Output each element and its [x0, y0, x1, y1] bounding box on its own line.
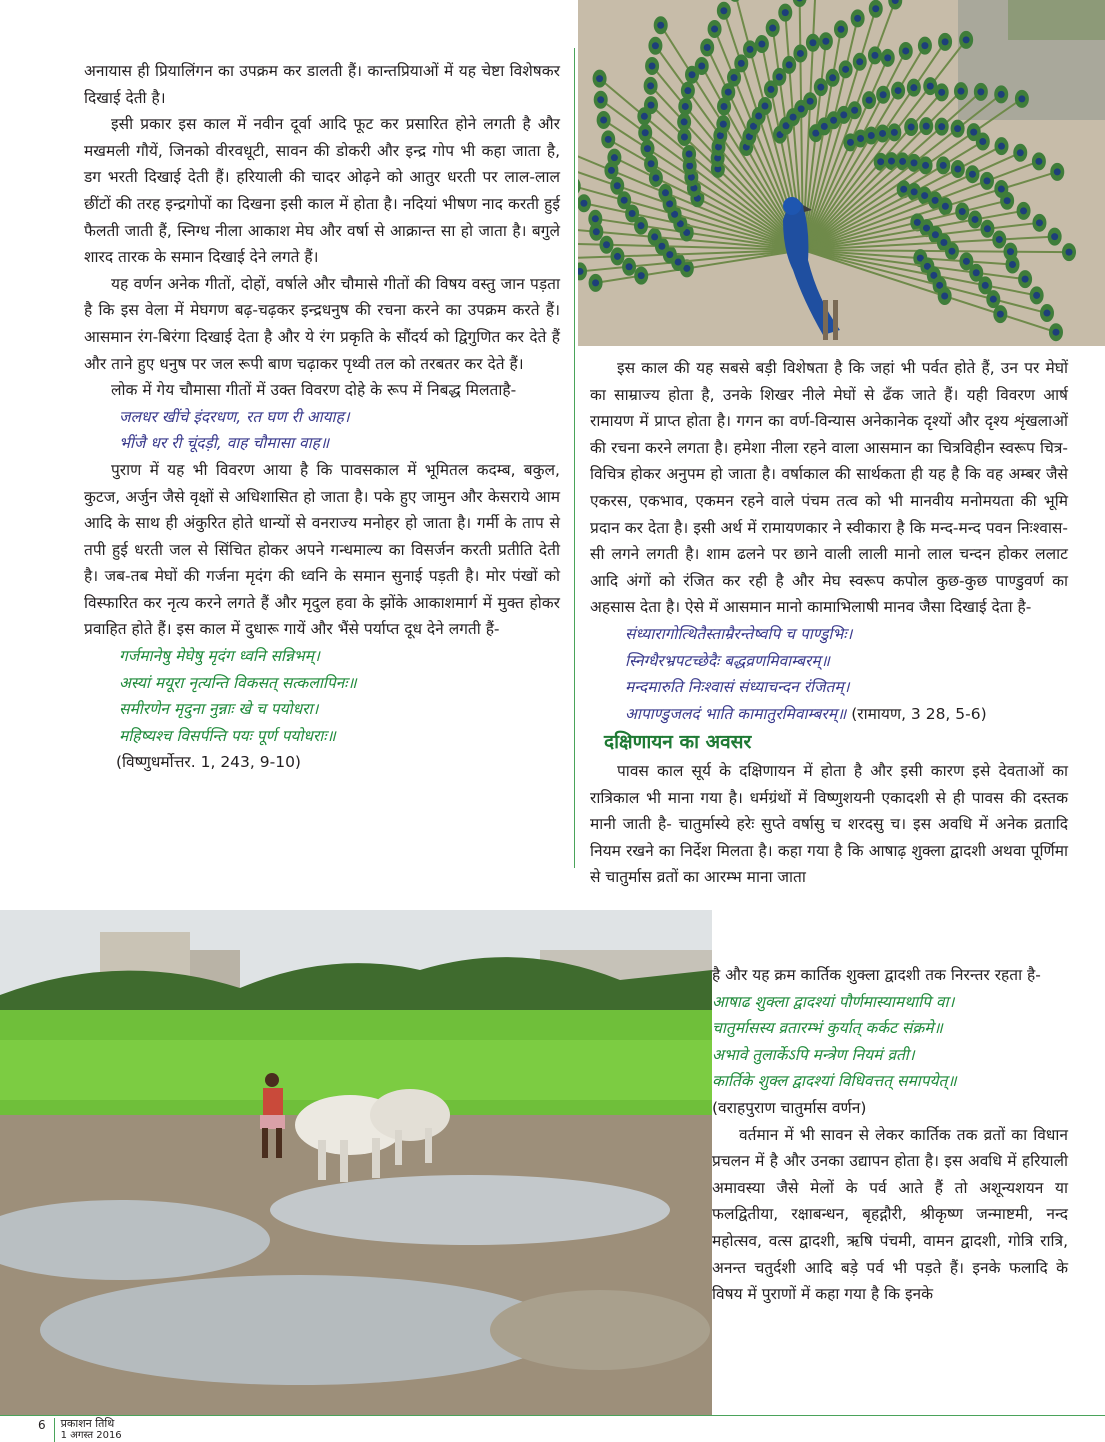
feather-eye-center	[942, 38, 949, 45]
feather-eye-center	[840, 111, 847, 118]
feather-eye-center	[1009, 261, 1016, 268]
feather-eye-center	[932, 197, 939, 204]
footer-rule	[0, 1415, 1105, 1416]
shloka-line: महिष्यश्च विसर्पन्ति पयः पूर्ण पयोधराः॥	[119, 726, 336, 745]
feather-eye-center	[629, 210, 636, 217]
feather-eye-center	[829, 74, 836, 81]
shloka-line: गर्जमानेषु मेघेषु मृदंग ध्वनि सन्निभम्।	[119, 647, 320, 666]
feather-eye-center	[996, 236, 1003, 243]
feather-eye-center	[698, 63, 705, 70]
feather-eye-center	[647, 102, 654, 109]
doha-line: भींजै धर री चूंदड़ी, वाह चौमासा वाह॥	[119, 434, 330, 453]
feather-eye-center	[954, 125, 961, 132]
page-number: 6	[38, 1418, 46, 1432]
paragraph: इस काल की यह सबसे बड़ी विशेषता है कि जहां भी पर्वत होते हैं, उन पर मेघों का साम्राज्य होता है, उनके शिखर नीले मेघों से ढँक जाते हैं। यही विवरण आर्ष रामायण में प्राप्त होता है। गगन का वर्ण-विन्यास अनेकानेक दृश्यों और दृश्य शृंखलाओं की रचना करने लगता है। हमेशा नीला रहने वाला आसमान का चित्रविहीन स्वरूप चित्र-विचित्र होकर अनुपम हो जाता है। वर्षाकाल की सार्थकता ही यह है कि वह अम्बर जैसे एकरस, एकभाव, एकमन रहने वाले पंचम तत्व को भी मानवीय मनोमयता की भूमि प्रदान कर देता है। इसी अर्थ में रामायणकार ने स्वीकारा है कि मन्द-मन्द पवन निःश्वास-सी लगने लगती है। शाम ढलने पर छाने वाली लाली मानो लाल चन्दन होकर ललाट आदि अंगों को रंजित कर रही है और मेघ स्वरूप कपोल कुछ-कुछ पाण्डुवर्ण का अहसास देता है। ऐसे में आसमान मानो कामाभिलाषी मानव जैसा दिखाई देता है-	[590, 359, 1068, 617]
feather-eye-center	[884, 54, 891, 61]
feather-eye-center	[856, 58, 863, 65]
feather-eye-center	[1043, 310, 1050, 317]
paragraph: है और यह क्रम कार्तिक शुक्ला द्वादशी तक निरन्तर रहता है-	[712, 966, 1041, 984]
feather-eye-center	[644, 145, 651, 152]
feather-eye-center	[717, 132, 724, 139]
feather-eye-center	[969, 171, 976, 178]
shloka-text: आपाण्डुजलदं भाति कामातुरमिवाम्बरम्॥	[625, 704, 847, 723]
feather-eye-center	[1007, 248, 1014, 255]
shloka-line: अभावे तुलार्केऽपि मन्त्रेण नियमं व्रती।	[712, 1045, 915, 1064]
feather-eye-center	[681, 133, 688, 140]
feather-eye-center	[1051, 233, 1058, 240]
feather-eye-center	[842, 66, 849, 73]
feather-eye-center	[675, 259, 682, 266]
feather-eye-center	[895, 87, 902, 94]
feather-eye-center	[822, 38, 829, 45]
feather-eye-center	[880, 91, 887, 98]
feather-eye-center	[651, 233, 658, 240]
feather-eye-center	[711, 26, 718, 33]
feather-eye-center	[940, 162, 947, 169]
feather-eye-center	[900, 186, 907, 193]
citation: (रामायण, 3 28, 5-6)	[851, 704, 987, 723]
right-column	[590, 355, 1068, 891]
feather-eye-center	[954, 166, 961, 173]
feather-eye-center	[1065, 249, 1072, 256]
feather-eye-center	[641, 113, 648, 120]
feather-eye-center	[720, 121, 727, 128]
feather-eye-center	[941, 293, 948, 300]
feather-eye-center	[984, 177, 991, 184]
feather-eye-center	[910, 84, 917, 91]
feather-eye-center	[652, 42, 659, 49]
shloka-line: समीरणेन मृदुना नुन्नाः खे च पयोधरा।	[119, 700, 319, 719]
shloka-line: संध्यारागोत्थितैस्ताम्रैरन्तेष्वपि च पाण्डुभिः।	[625, 624, 853, 643]
doha-line: जलधर खींचे इंदरधण, रत घण री आयाह।	[119, 407, 350, 426]
paragraph: पावस काल सूर्य के दक्षिणायन में होता है और इसी कारण इसे देवताओं का रात्रिकाल भी माना गया है। धर्मग्रंथों में विष्णुशयनी एकादशी से ही पावस की दस्तक मानी जाती है- चातुर्मास्ये हरेः सुप्ते वर्षासु च शरदसु च। इस अवधि में अनेक व्रतादि नियम रखने का निर्देश मिलता है। कहा गया है कि आषाढ़ शुक्ला द्वादशी अथवा पूर्णिमा से चातुर्मास व्रतों का आरम्भ माना जाता	[590, 761, 1068, 887]
feather-eye-center	[938, 89, 945, 96]
section-heading: दक्षिणायन का अवसर	[604, 731, 752, 754]
feather-eye-center	[1033, 292, 1040, 299]
feather-eye-center	[1052, 329, 1059, 336]
feather-eye-center	[786, 61, 793, 68]
feather-eye-center	[998, 186, 1005, 193]
feather-eye-center	[927, 83, 934, 90]
feather-eye-center	[725, 89, 732, 96]
feather-eye-center	[682, 103, 689, 110]
feather-eye-center	[854, 15, 861, 22]
feather-eye-center	[605, 136, 612, 143]
feather-eye-center	[596, 75, 603, 82]
feather-eye-center	[652, 174, 659, 181]
left-column	[84, 58, 560, 776]
shloka-line: कार्तिके शुक्ल द्वादश्यां विधिवत्तत् समापयेत्॥	[712, 1072, 957, 1091]
paragraph: इसी प्रकार इस काल में नवीन दूर्वा आदि फूट कर प्रसारित होने लगती है और मखमली गौयें, जिनको वीरवधूटी, सावन की डोकरी और इन्द्र गोप भी कहा जाता है, डग भरती दिखाई देती हैं। हरियाली की चादर ओढ़ने को आतुर धरती पर लाल-लाल छींटों की तरह इन्द्रगोपों का दिखना इसी काल में होता है। नदियां भीषण नाद करती हुई फैलती जाती हैं, स्निग्ध नीला आकाश मेघ और वर्षा से आक्रान्त सा हो जाता है। बगुले शारद तारक के समान दिखाई देने लगते हैं।	[84, 115, 560, 267]
shloka-line: आषाढ शुक्ला द्वादश्यां पौर्णमास्यामथापि वा।	[712, 992, 955, 1011]
feather-eye-center	[776, 73, 783, 80]
feather-eye-center	[910, 159, 917, 166]
feather-eye-center	[611, 154, 618, 161]
feather-eye-center	[868, 132, 875, 139]
feather-eye-center	[1004, 197, 1011, 204]
feather-eye-center	[662, 189, 669, 196]
feather-eye-center	[666, 251, 673, 258]
feather-eye-center	[720, 7, 727, 14]
feather-eye-center	[626, 263, 633, 270]
feather-eye-center	[997, 311, 1004, 318]
feather-eye-center	[830, 117, 837, 124]
feather-eye-center	[902, 47, 909, 54]
feather-eye-center	[872, 5, 879, 12]
feather-eye-center	[603, 241, 610, 248]
feather-eye-center	[593, 228, 600, 235]
feather-eye-center	[686, 162, 693, 169]
feather-eye-center	[979, 138, 986, 145]
feather-eye-center	[614, 253, 621, 260]
feather-eye-center	[877, 158, 884, 165]
feather-eye-center	[957, 88, 964, 95]
feather-eye-center	[977, 88, 984, 95]
feather-eye-center	[891, 129, 898, 136]
feather-eye-center	[638, 222, 645, 229]
feather-eye-center	[982, 282, 989, 289]
feather-eye-center	[621, 197, 628, 204]
feather-eye-center	[963, 36, 970, 43]
feather-eye-center	[948, 248, 955, 255]
footer	[38, 1418, 122, 1442]
feather-eye-center	[648, 160, 655, 167]
feather-eye-center	[972, 216, 979, 223]
feather-eye-center	[647, 82, 654, 89]
feather-eye-center	[998, 143, 1005, 150]
feather-eye-center	[990, 296, 997, 303]
feather-eye-center	[1018, 95, 1025, 102]
feather-eye-center	[681, 118, 688, 125]
feather-eye-center	[580, 200, 587, 207]
feather-eye-center	[963, 258, 970, 265]
feather-eye-center	[638, 272, 645, 279]
feather-eye-center	[1035, 158, 1042, 165]
feather-eye-center	[973, 269, 980, 276]
feather-eye-center	[738, 60, 745, 67]
shloka-line: स्निग्धैरभ्रपटच्छेदैः बद्धव्रणमिवाम्बरम्॥	[625, 651, 830, 670]
feather-eye-center	[790, 114, 797, 121]
feather-eye-center	[769, 25, 776, 32]
feather-eye-center	[921, 192, 928, 199]
feather-eye-center	[911, 188, 918, 195]
feather-eye-center	[798, 105, 805, 112]
feather-eye-center	[888, 158, 895, 165]
feather-eye-center	[704, 44, 711, 51]
feather-eye-center	[684, 87, 691, 94]
feather-eye-center	[942, 203, 949, 210]
shloka-line	[590, 701, 1068, 728]
publication-label: प्रकाशन तिथि	[60, 1417, 115, 1430]
paragraph: लोक में गेय चौमासा गीतों में उक्त विवरण दोहे के रूप में निबद्ध मिलताहै-	[111, 381, 517, 400]
ploughing-photo	[0, 910, 712, 1415]
feather-eye-center	[857, 135, 864, 142]
feather-eye-center	[761, 102, 768, 109]
right-column-lower	[712, 962, 1068, 1308]
feather-eye-center	[600, 117, 607, 124]
peacock-illustration	[578, 0, 1105, 346]
feather-eye-center	[782, 9, 789, 16]
feather-eye-center	[807, 98, 814, 105]
feather-eye-center	[899, 158, 906, 165]
feather-eye-center	[923, 123, 930, 130]
feather-eye-center	[998, 91, 1005, 98]
feather-eye-center	[871, 52, 878, 59]
feather-eye-center	[879, 130, 886, 137]
feather-eye-center	[747, 46, 754, 53]
feather-eye-center	[908, 124, 915, 131]
shloka-line: मन्दमारुति निःश्वासं संध्याचन्दन रंजितम्।	[625, 678, 850, 697]
publication-date: 1 अगस्त 2016	[60, 1430, 122, 1441]
peacock-photo	[578, 0, 1105, 346]
feather-eye-center	[1020, 207, 1027, 214]
citation: (विष्णुधर्मोत्तर. 1, 243, 9-10)	[116, 753, 301, 772]
citation: (वराहपुराण चातुर्मास वर्णन)	[712, 1098, 867, 1117]
feather-eye-center	[797, 50, 804, 57]
feather-eye-center	[658, 243, 665, 250]
feather-eye-center	[758, 41, 765, 48]
feather-eye-center	[940, 239, 947, 246]
feather-eye-center	[921, 42, 928, 49]
paragraph: यह वर्णन अनेक गीतों, दोहों, वर्षाले और चौमासे गीतों की विषय वस्तु जान पड़ता है कि इस वेला में मेघगण बढ़-चढ़कर इन्द्रधनुष की रचना करने का उपक्रम करते हैं। आसमान रंग-बिरंगा दिखाई देता है और ये रंग प्रकृति के सौंदर्य को द्विगुणित कर देते हैं और ताने हुए धनुष पर जल रूपी बाण चढ़ाकर पृथ्वी तल को तरबतर कर देते हैं।	[84, 274, 560, 373]
feather-eye-center	[731, 74, 738, 81]
feather-eye-center	[959, 208, 966, 215]
feather-eye-center	[809, 39, 816, 46]
column-divider	[574, 48, 575, 868]
feather-eye-center	[608, 167, 615, 174]
feather-eye-center	[649, 62, 656, 69]
feather-eye-center	[821, 123, 828, 130]
feather-eye-center	[592, 215, 599, 222]
feather-eye-center	[851, 107, 858, 114]
feather-eye-center	[922, 162, 929, 169]
feather-eye-center	[597, 96, 604, 103]
feather-eye-center	[686, 151, 693, 158]
feather-eye-center	[817, 84, 824, 91]
feather-eye-center	[970, 129, 977, 136]
feather-eye-center	[689, 71, 696, 78]
paragraph: वर्तमान में भी सावन से लेकर कार्तिक तक व्रतों का विधान प्रचलन में है और उनका उद्यापन होता है। इस अवधि में हरियाली अमावस्या जैसे मेलों के पर्व आते हैं तो अशून्यशयन या फलद्वितीया, रक्षाबन्धन, बृहद्गौरी, श्रीकृष्ण जन्माष्टमी, नन्द महोत्सव, वत्स द्वादशी, ऋषि पंचमी, वामन द्वादशी, गोत्रि रात्रि, अनन्त चतुर्दशी आदि बड़े पर्व भी पड़ते हैं। इनके फलादि के विषय में पुराणों में कहा गया है कि इनके	[712, 1125, 1068, 1304]
feather-eye-center	[984, 225, 991, 232]
feather-eye-center	[1017, 149, 1024, 156]
shloka-line: अस्यां मयूरा नृत्यन्ति विकसत् सत्कलापिनः॥	[119, 673, 357, 692]
feather-eye-center	[914, 219, 921, 226]
feather-eye-center	[642, 129, 649, 136]
feather-eye-center	[1054, 168, 1061, 175]
feather-eye-center	[837, 26, 844, 33]
feather-eye-center	[592, 279, 599, 286]
paragraph: पुराण में यह भी विवरण आया है कि पावसकाल में भूमितल कदम्ब, बकुल, कुटज, अर्जुन जैसे वृक्षों से अधिशासित हो जाता है। पके हुए जामुन और केसराये आम आदि के साथ ही अंकुरित होते धान्यों से वनराज्य मनोहर हो जाता है। गर्मी के ताप से तपी हुई धरती जल से सिंचित होकर अपने गन्धमाल्य का विसर्जन करती प्रतीति देती है। जब-तब मेघों की गर्जना मृदंग की ध्वनि के समान सुनाई पड़ती है। मोर पंखों को विस्फारित कर नृत्य करने लगते हैं और मृदुल हवा के झोंके आकाशमार्ग में मुक्त होकर प्रवाहित होते हैं। इस काल में दुधारू गायें और भैंसे पर्याप्त दूध देने लगती हैं-	[84, 460, 560, 639]
feather-eye-center	[866, 97, 873, 104]
feather-eye-center	[1036, 219, 1043, 226]
feather-eye-center	[721, 103, 728, 110]
feather-eye-center	[923, 225, 930, 232]
feather-eye-center	[767, 86, 774, 93]
feather-eye-center	[847, 139, 854, 146]
feather-eye-center	[614, 182, 621, 189]
feather-eye-center	[755, 113, 762, 120]
paragraph: अनायास ही प्रियालिंगन का उपक्रम कर डालती हैं। कान्तप्रियाओं में यह चेष्टा विशेषकर दिखाई देती है।	[84, 62, 560, 107]
ploughing-illustration	[0, 910, 712, 1415]
shloka-line: चातुर्मासस्य व्रतारम्भं कुर्यात् कर्कट संक्रमे॥	[712, 1019, 943, 1038]
feather-eye-center	[938, 123, 945, 130]
feather-eye-center	[932, 231, 939, 238]
feather-eye-center	[657, 22, 664, 29]
feather-eye-center	[1022, 276, 1029, 283]
